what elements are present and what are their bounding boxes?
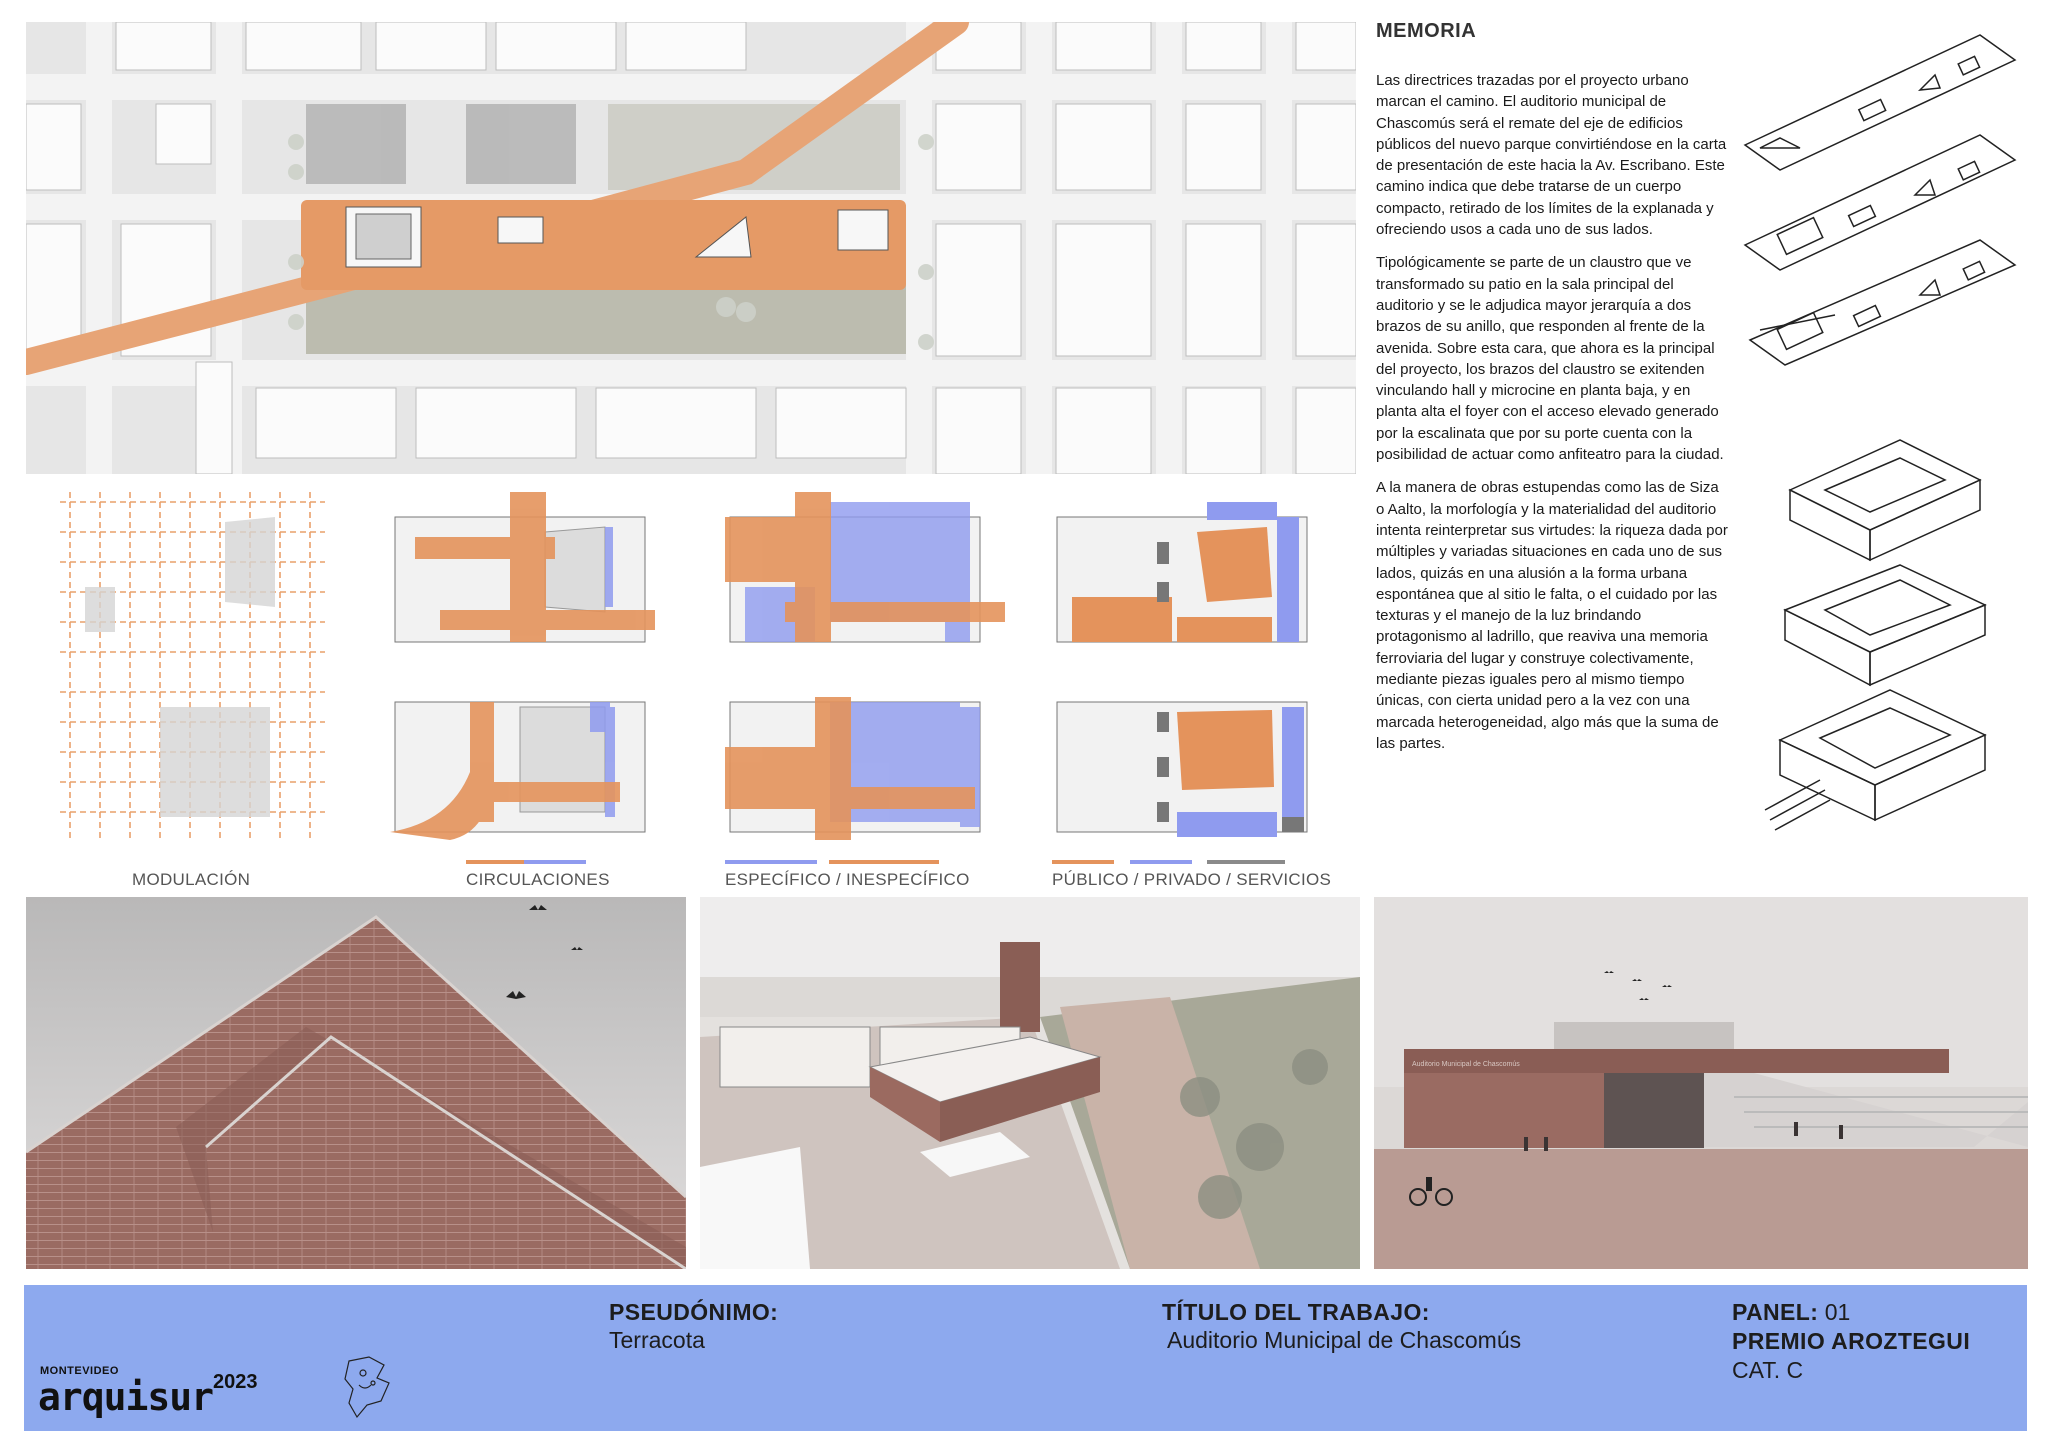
site-plan <box>26 22 1356 474</box>
categoria-value: CAT. C <box>1732 1357 1804 1383</box>
circulaciones-diagram <box>390 492 655 889</box>
photo-front-view <box>1374 897 2028 1269</box>
legend-orange <box>466 860 524 864</box>
publico-plans <box>1052 492 1312 840</box>
panel-value: 01 <box>1824 1299 1851 1325</box>
modulacion-diagram <box>60 492 325 889</box>
especifico-diagram <box>725 492 1005 889</box>
legend-orange <box>829 860 939 864</box>
concept-sketches <box>1740 20 2030 880</box>
panel-label: PANEL: <box>1732 1299 1819 1325</box>
publico-diagram <box>1052 492 1332 889</box>
aerial-render <box>700 897 1360 1269</box>
photo-brick-detail <box>26 897 686 1269</box>
sketch-drawing <box>1740 20 2030 880</box>
logo-sketch-icon <box>339 1353 399 1423</box>
pseudonimo-value: Terracota <box>609 1327 705 1353</box>
titulo-label: TÍTULO DEL TRABAJO: <box>1162 1299 1430 1325</box>
legend-blue <box>1130 860 1192 864</box>
photo-aerial-view <box>700 897 1360 1269</box>
especifico-plans <box>725 492 1005 840</box>
panel-line <box>1732 1299 1850 1326</box>
logo-city: MONTEVIDEO <box>40 1365 119 1377</box>
pseudonimo-label: PSEUDÓNIMO: <box>609 1299 779 1325</box>
circulaciones-label: CIRCULACIONES <box>466 870 610 889</box>
memoria-paragraph-1: Las directrices trazadas por el proyecto urbano marcan el camino. El auditorio municipal de Chascomús será el remate del eje de edificios públicos del nuevo parque convirtiéndose en la carta de presentación de este hacia la Av. Escribano. Este camino indica que debe tratarse de un cuerpo compacto, retirado de los límites de la explanada y ofreciendo usos a cada uno de sus lados. <box>1376 72 1727 239</box>
publico-label: PÚBLICO / PRIVADO / SERVICIOS <box>1052 870 1332 889</box>
footer-band <box>24 1285 2027 1431</box>
legend-blue <box>524 860 586 864</box>
front-render <box>1374 897 2028 1269</box>
memoria-paragraph-2: Tipológicamente se parte de un claustro que ve transformado su patio en la sala principal del auditorio y se le adjudica mayor jerarquía a dos brazos de su anillo, que responden al frente de la avenida. Sobre esta cara, que ahora es la principal del proyecto, los brazos del claustro se exitenden vinculando hall y microcine en planta baja, y en planta alta el foyer con el acceso elevado generado por la escalinata que por su porte cuenta con la posibilidad de actuar como anfiteatro para la ciudad. <box>1376 254 1724 464</box>
titulo-value: Auditorio Municipal de Chascomús <box>1167 1327 1522 1353</box>
facade-sign: Auditorio Municipal de Chascomús <box>1412 1061 1520 1068</box>
modulacion-label: MODULACIÓN <box>132 870 251 889</box>
memoria-body <box>1376 70 1728 766</box>
logo-year: 2023 <box>213 1371 258 1393</box>
legend-orange <box>1052 860 1114 864</box>
memoria-paragraph-3: A la manera de obras estupendas como las de Siza o Aalto, la morfología y la materialidad del auditorio intenta reinterpretar sus virtudes: la riqueza dada por múltiples y variadas situaciones en cada uno de sus lados, quizás en una alusión a la forma urbana espontánea que al sitio le falta, o el cuidado por las texturas y el manejo de la luz brindando protagonismo al ladrillo, que reaviva una memoria ferroviaria del lugar y construye colectivamente, mediante piezas iguales pero al mismo tiempo únicas, con cierta unidad pero a la vez con una marcada heterogeneidad, algo más que la suma de las partes. <box>1376 479 1728 752</box>
site-plan-drawing <box>26 22 1356 474</box>
modulacion-grid <box>60 492 325 840</box>
logo-word: arquisur <box>38 1375 214 1419</box>
legend-grey <box>1207 860 1285 864</box>
circulaciones-plans <box>390 492 655 840</box>
especifico-label: ESPECÍFICO / INESPECÍFICO <box>725 870 970 889</box>
premio-label: PREMIO AROZTEGUI <box>1732 1328 1971 1354</box>
legend-blue <box>725 860 817 864</box>
brick-render <box>26 897 686 1269</box>
memoria-title: MEMORIA <box>1376 20 1477 42</box>
